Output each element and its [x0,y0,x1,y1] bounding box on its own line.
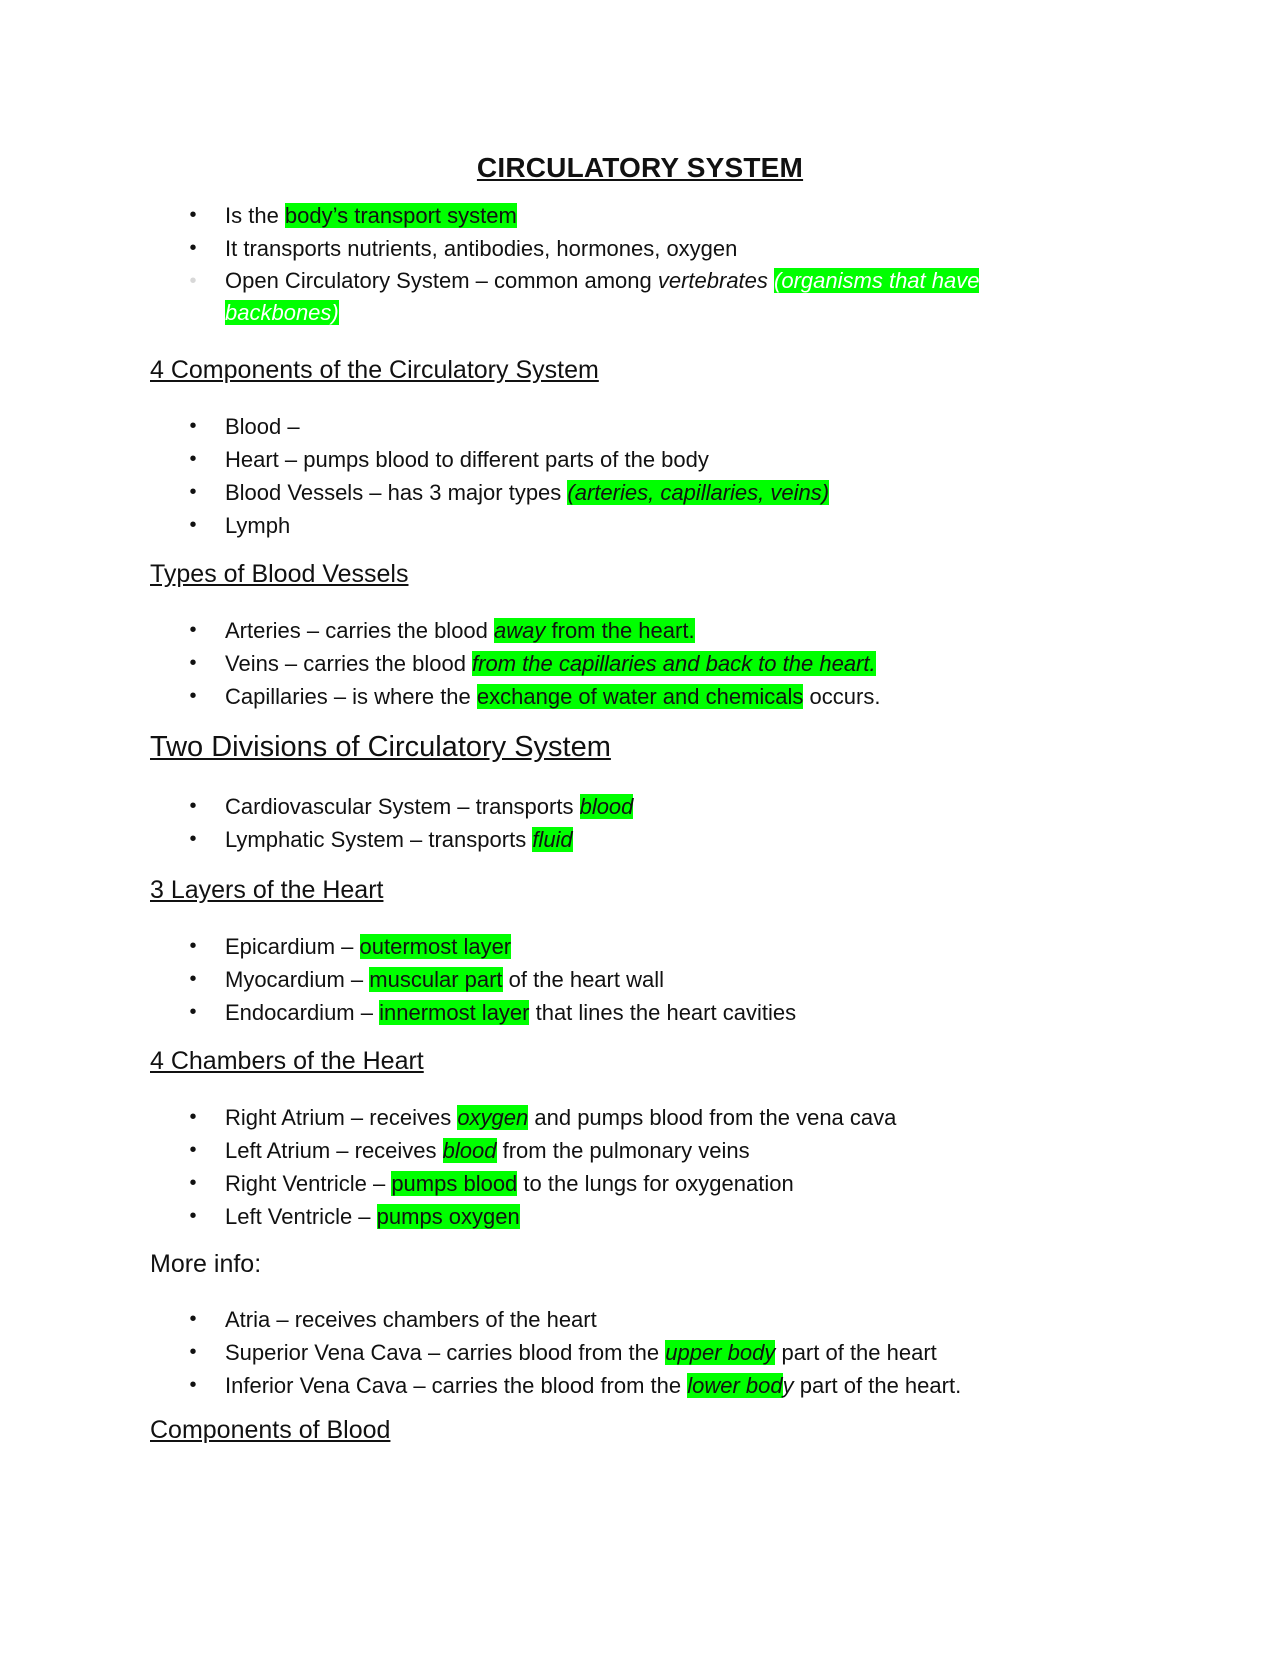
list-item: • Inferior Vena Cava – carries the blood from the lower body part of the heart. [150,1369,1150,1402]
highlight: pumps blood [391,1171,518,1196]
highlight: body’s transport system [284,203,517,228]
bullet-icon: • [189,1341,197,1363]
bullet-icon: • [189,795,197,817]
components-list [150,410,1150,542]
bullet-icon: • [189,270,197,292]
layers-list [150,930,1150,1029]
section-heading-divisions: Two Divisions of Circulatory System [150,731,611,763]
highlight: innermost layer [379,1000,530,1025]
vessels-list [150,614,1150,713]
highlight: outermost layer [359,934,512,959]
bullet-icon: • [189,1172,197,1194]
highlight: pumps oxygen [376,1204,520,1229]
highlight: exchange of water and chemicals [476,684,804,709]
bullet-icon: • [189,237,197,259]
list-item: • Lymphatic System – transports fluid [150,823,1150,856]
list-item: • It transports nutrients, antibodies, hormones, oxygen [150,232,1150,265]
highlight: fluid [532,827,573,852]
bullet-icon: • [189,1139,197,1161]
highlight: upper body [665,1340,776,1365]
bullet-icon: • [189,448,197,470]
list-item: • Arteries – carries the blood away from the heart. [150,614,1150,647]
highlight: (organisms that have [774,268,980,293]
highlight: (arteries, capillaries, veins) [567,480,830,505]
bullet-icon: • [189,481,197,503]
list-item: • Is the body’s transport system [150,199,1150,232]
list-item: • Left Atrium – receives blood from the pulmonary veins [150,1134,1150,1167]
list-item: • Veins – carries the blood from the capillaries and back to the heart. [150,647,1150,680]
section-heading-components: 4 Components of the Circulatory System [150,356,599,384]
bullet-icon: • [189,1374,197,1396]
highlight: blood [579,794,634,819]
highlight: blood [442,1138,497,1163]
list-item: • Open Circulatory System – common among vertebrates (organisms that have backbones) [150,265,1150,329]
bullet-icon: • [189,828,197,850]
chambers-list [150,1101,1150,1233]
highlight: from the capillaries and back to the heart. [472,651,876,676]
bullet-icon: • [189,968,197,990]
list-item: • Cardiovascular System – transports blood [150,790,1150,823]
list-item: • Epicardium – outermost layer [150,930,1150,963]
section-heading-blood-components: Components of Blood [150,1416,391,1444]
bullet-icon: • [189,1001,197,1023]
divisions-list [150,790,1150,856]
list-item: • Endocardium – innermost layer that lines the heart cavities [150,996,1150,1029]
bullet-icon: • [189,1205,197,1227]
bullet-icon: • [189,652,197,674]
bullet-icon: • [189,514,197,536]
list-item: • Heart – pumps blood to different parts of the body [150,443,1150,476]
bullet-icon: • [189,1308,197,1330]
list-item: • Atria – receives chambers of the heart [150,1303,1150,1336]
section-heading-chambers: 4 Chambers of the Heart [150,1047,424,1075]
highlight: away from the heart. [494,618,695,643]
list-item: • Myocardium – muscular part of the heart wall [150,963,1150,996]
list-item: • Right Ventricle – pumps blood to the lungs for oxygenation [150,1167,1150,1200]
highlight: oxygen [457,1105,529,1130]
bullet-icon: • [189,935,197,957]
list-item: • Lymph [150,509,1150,542]
section-heading-vessels: Types of Blood Vessels [150,560,409,588]
more-info-list [150,1303,1150,1402]
highlight: lower bod [687,1373,783,1398]
list-item: • Capillaries – is where the exchange of water and chemicals occurs. [150,680,1150,713]
list-item: • Right Atrium – receives oxygen and pumps blood from the vena cava [150,1101,1150,1134]
bullet-icon: • [189,204,197,226]
intro-list [150,199,1150,329]
list-item: • Blood Vessels – has 3 major types (arteries, capillaries, veins) [150,476,1150,509]
bullet-icon: • [189,415,197,437]
highlight: backbones) [225,300,339,325]
section-heading-more-info: More info: [150,1250,262,1278]
bullet-icon: • [189,619,197,641]
list-item: • Left Ventricle – pumps oxygen [150,1200,1150,1233]
page-title: CIRCULATORY SYSTEM [476,152,804,183]
bullet-icon: • [189,685,197,707]
highlight: muscular part [369,967,503,992]
section-heading-layers: 3 Layers of the Heart [150,876,384,904]
bullet-icon: • [189,1106,197,1128]
list-item: • Superior Vena Cava – carries blood from the upper body part of the heart [150,1336,1150,1369]
list-item: • Blood – [150,410,1150,443]
